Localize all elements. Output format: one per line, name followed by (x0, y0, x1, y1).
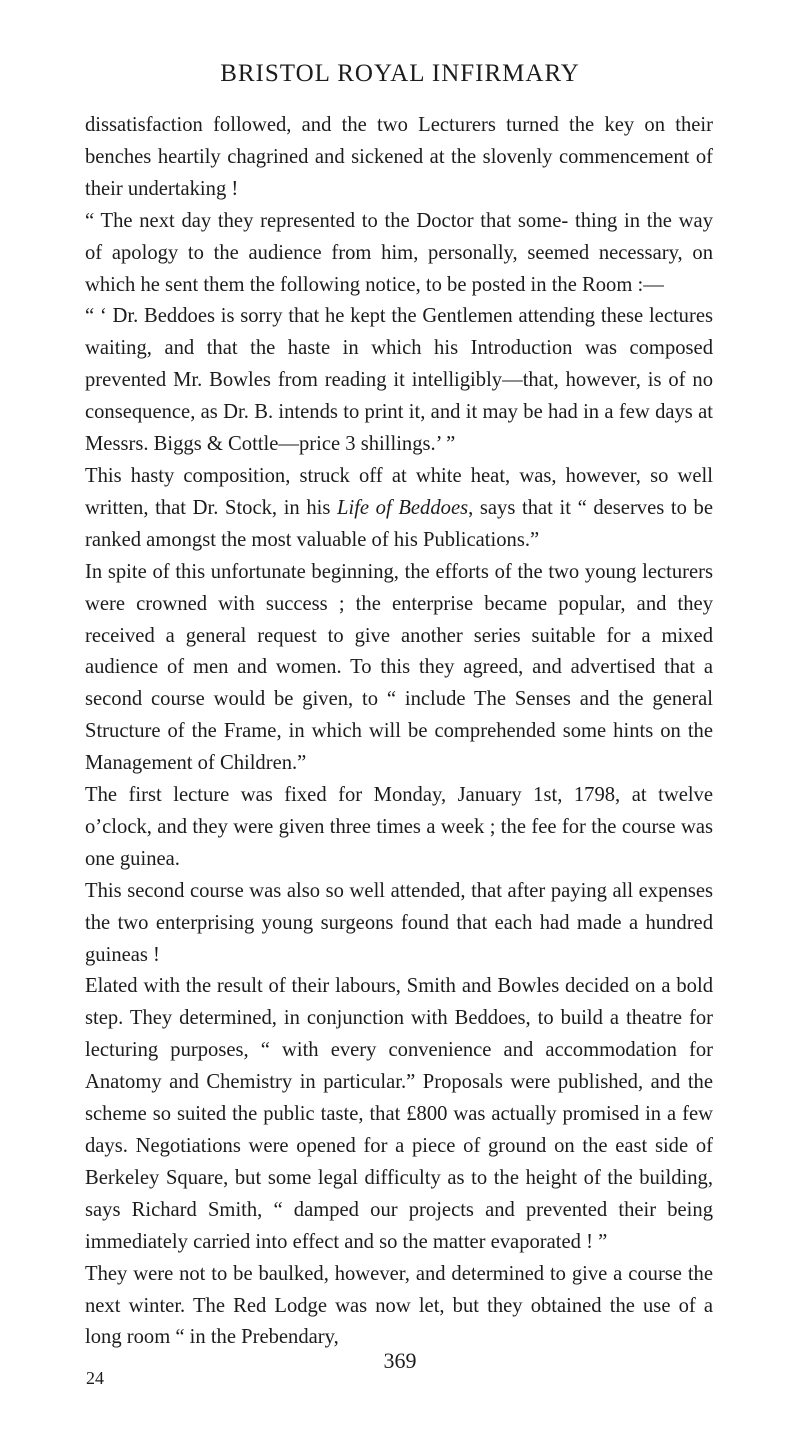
paragraph: dissatisfaction followed, and the two Lecturers turned the key on their benches heartily chagrined and sickened at the slovenly commencement of their undertaking ! (85, 114, 713, 200)
text-run: , says that it “ deserves to be ranked amongst the most valuable of his Publications.” (85, 496, 713, 551)
paragraph: This second course was also so well attended, that after paying all expenses the two enterprising young surgeons found that each had made a hundred guineas ! (85, 879, 713, 966)
paragraph: “ ‘ Dr. Beddoes is sorry that he kept the Gentlemen attending these lectures waiting, and that the haste in which his Introduction was composed prevented Mr. Bowles from reading it intelligibly—that, however, is of no consequence, as Dr. B. intends to print it, and it may be had in a few days at Messrs. Biggs & Cottle—price 3 shillings.’ ” (85, 305, 713, 456)
text-run: This hasty composition, struck off at white heat, was, however, so well written, that Dr. Stock, in his (85, 464, 713, 519)
running-head: BRISTOL ROYAL INFIRMARY (220, 60, 580, 87)
body-text (85, 110, 713, 1354)
signature-mark: 24 (86, 1368, 104, 1388)
page-number: 369 (383, 1348, 417, 1373)
paragraph: The first lecture was fixed for Monday, January 1st, 1798, at twelve o’clock, and they were given three times a week ; the fee for the course was one guinea. (85, 784, 713, 870)
book-title: Life of Beddoes (337, 496, 469, 519)
paragraph: In spite of this unfortunate beginning, the efforts of the two young lecturers were crowned with success ; the enterprise became popular, and they received a general request to give another series suitable for a mixed audience of men and women. To this they agreed, and advertised that a second course would be given, to “ include The Senses and the general Structure of the Frame, in which will be comprehended some hints on the Management of Children.” (85, 560, 713, 775)
paragraph: “ The next day they represented to the Doctor that some- thing in the way of apology to the audience from him, personally, seemed necessary, on which he sent them the following notice, to be posted in the Room :— (85, 209, 713, 296)
paragraph: Elated with the result of their labours, Smith and Bowles decided on a bold step. They determined, in conjunction with Beddoes, to build a theatre for lecturing purposes, “ with every convenience and accommodation for Anatomy and Chemistry in particular.” Proposals were published, and the scheme so suited the public taste, that £800 was actually promised in a few days. Negotiations were opened for a piece of ground on the east side of Berkeley Square, but some legal difficulty as to the height of the building, says Richard Smith, “ damped our projects and prevented their being immediately carried into effect and so the matter evaporated ! ” (85, 975, 713, 1253)
paragraph: They were not to be baulked, however, and determined to give a course the next winter. The Red Lodge was now let, but they obtained the use of a long room “ in the Prebendary, (85, 1262, 713, 1349)
paragraph (85, 461, 713, 557)
